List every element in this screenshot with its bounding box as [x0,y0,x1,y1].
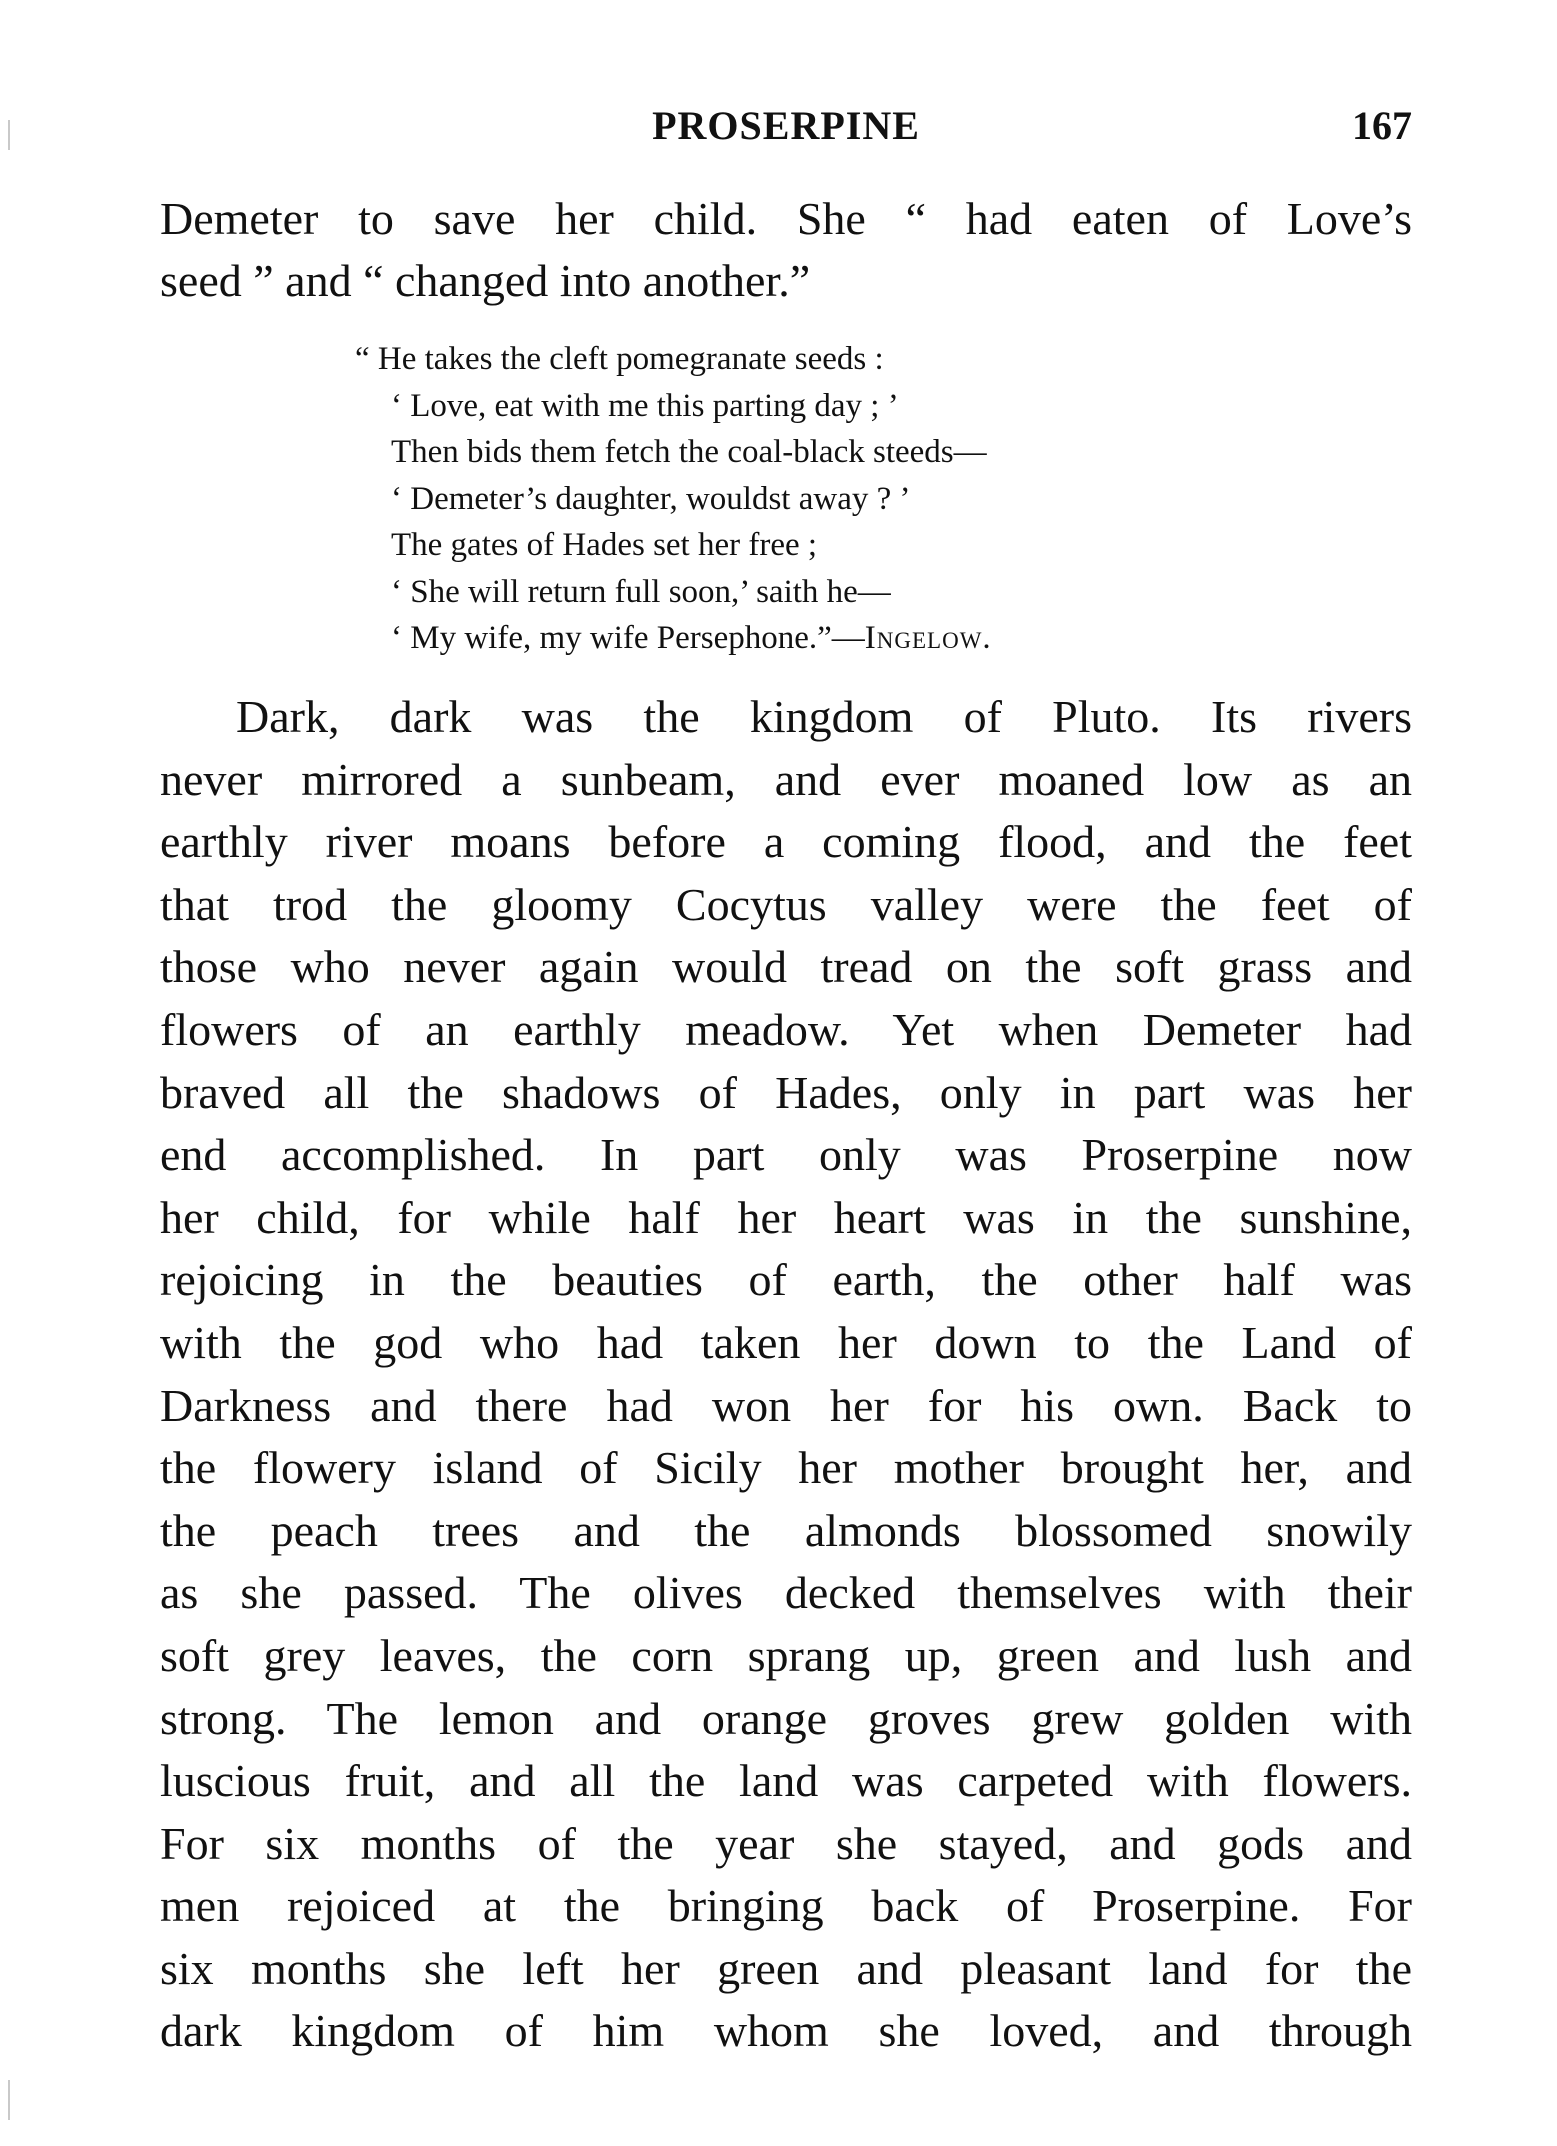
text-line: Demeter to save her child. She “ had eaten of Love’s [160,193,1412,244]
paragraph-line: never mirrored a sunbeam, and ever moaned low as an [160,753,1412,805]
paragraph-line: end accomplished. In part only was Proserpine now [160,1129,1412,1181]
verse-line: The gates of Hades set her free ; [391,527,818,563]
verse-line-last [355,615,992,662]
main-paragraph [160,686,1412,2063]
opening-text [160,188,1412,312]
paragraph-line: that trod the gloomy Cocytus valley were the feet of [160,878,1412,930]
paragraph-line: luscious fruit, and all the land was carpeted with flowers. [160,1755,1412,1807]
paragraph-line: as she passed. The olives decked themselves with their [160,1567,1412,1619]
page-number: 167 [1352,103,1412,148]
text-line: seed ” and “ changed into another.” [160,255,811,306]
verse-line-text: ‘ My wife, my wife Persephone.”— [391,620,865,656]
paragraph-line: strong. The lemon and orange groves grew golden with [160,1692,1412,1744]
verse-line: “ He takes the cleft pomegranate seeds : [355,341,884,377]
paragraph-line: six months she left her green and pleasant land for the [160,1942,1412,1994]
paragraph-line: with the god who had taken her down to the Land of [160,1316,1412,1368]
paragraph-line: rejoicing in the beauties of earth, the other half was [160,1254,1412,1306]
scan-edge-mark [8,2080,10,2120]
paragraph-line: Darkness and there had won her for his own. Back to [160,1379,1412,1431]
paragraph-line: flowers of an earthly meadow. Yet when Demeter had [160,1003,1412,1055]
page-header [160,96,1412,156]
verse-quotation [355,336,992,662]
verse-line: ‘ She will return full soon,’ saith he— [391,573,891,610]
paragraph-line: earthly river moans before a coming flood, and the feet [160,816,1412,868]
paragraph-line: braved all the shadows of Hades, only in part was her [160,1066,1412,1118]
scan-edge-mark [8,120,10,150]
paragraph-line: the peach trees and the almonds blossomed snowily [160,1504,1412,1556]
paragraph-line: For six months of the year she stayed, and gods and [160,1817,1412,1869]
verse-line: ‘ Demeter’s daughter, wouldst away ? ’ [391,480,911,517]
verse-line: Then bids them fetch the coal-black steeds— [391,434,987,470]
paragraph-line: her child, for while half her heart was in the sunshine, [160,1191,1412,1243]
verse-attribution: Ingelow. [864,620,992,656]
paragraph-line: dark kingdom of him whom she loved, and through [160,2005,1412,2057]
verse-line: ‘ Love, eat with me this parting day ; ’ [391,387,899,424]
paragraph-line: the flowery island of Sicily her mother brought her, and [160,1442,1412,1494]
paragraph-line: soft grey leaves, the corn sprang up, green and lush and [160,1629,1412,1681]
paragraph-line: Dark, dark was the kingdom of Pluto. Its rivers [236,691,1412,742]
running-title: PROSERPINE [652,103,920,148]
paragraph-line: those who never again would tread on the soft grass and [160,941,1412,993]
paragraph-line: men rejoiced at the bringing back of Proserpine. For [160,1880,1412,1932]
